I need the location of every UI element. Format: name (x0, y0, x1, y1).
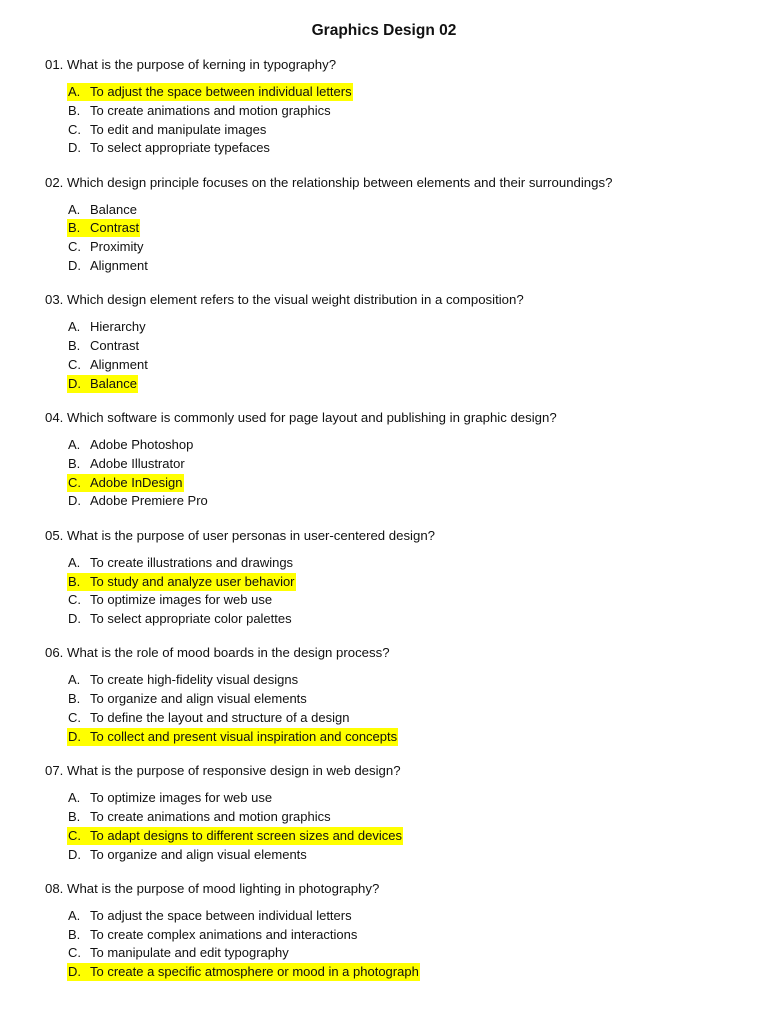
option-content (67, 591, 273, 609)
answer-option (67, 827, 768, 846)
option-letter: B. (68, 808, 81, 824)
answer-option (67, 436, 768, 455)
answer-option (67, 690, 768, 709)
option-content (67, 690, 308, 708)
option-content (67, 554, 294, 572)
option-text: Contrast (90, 338, 140, 354)
answer-option (67, 492, 768, 511)
option-list (45, 789, 768, 864)
option-letter: B. (68, 220, 81, 236)
answer-option (67, 356, 768, 375)
highlighted-correct-answer (67, 728, 398, 746)
option-letter: A. (68, 84, 81, 99)
option-content (67, 907, 353, 925)
answer-option (67, 375, 768, 394)
answer-option (67, 808, 768, 827)
option-letter: B. (68, 455, 81, 471)
answer-option (67, 926, 768, 945)
option-text: To edit and manipulate images (90, 121, 267, 137)
option-content (67, 318, 147, 336)
option-letter: C. (68, 356, 81, 372)
option-letter: B. (68, 691, 81, 707)
highlighted-correct-answer (67, 963, 420, 981)
option-text: To optimize images for web use (90, 592, 273, 608)
question-text: 02. Which design principle focuses on the relationship between elements and their surroundings? (45, 174, 613, 190)
document-title: Graphics Design 02 (311, 22, 457, 39)
highlighted-correct-answer (67, 375, 138, 393)
option-text: To organize and align visual elements (90, 846, 307, 862)
option-letter: C. (68, 592, 81, 608)
question-text: 05. What is the purpose of user personas in user-centered design? (45, 527, 435, 543)
option-letter: A. (68, 907, 81, 923)
answer-option (67, 728, 768, 747)
option-text: To create animations and motion graphics (90, 102, 331, 118)
option-content (67, 492, 209, 510)
option-text: Balance (90, 201, 137, 217)
option-text: Balance (90, 375, 137, 391)
question-text: 06. What is the role of mood boards in the design process? (45, 645, 390, 661)
option-text: Adobe Photoshop (90, 437, 194, 453)
question-text: 03. Which design element refers to the visual weight distribution in a composition? (45, 292, 524, 308)
highlighted-correct-answer (67, 573, 296, 591)
highlighted-correct-answer (67, 83, 353, 101)
option-letter: A. (68, 201, 81, 217)
answer-option (67, 238, 768, 257)
option-letter: C. (68, 121, 81, 137)
question-list (45, 56, 768, 982)
option-list (45, 201, 768, 276)
option-letter: A. (68, 672, 81, 688)
question-block (45, 56, 768, 158)
question-block (45, 762, 768, 864)
option-letter: D. (68, 493, 81, 509)
answer-option (67, 83, 768, 102)
question-block (45, 174, 768, 276)
option-letter: D. (68, 846, 81, 862)
option-letter: B. (68, 926, 81, 942)
question-block (45, 409, 768, 511)
option-content (67, 610, 293, 628)
answer-option (67, 474, 768, 493)
answer-option (67, 846, 768, 865)
answer-option (67, 257, 768, 276)
question-text: 08. What is the purpose of mood lighting in photography? (45, 880, 380, 896)
answer-option (67, 121, 768, 140)
option-text: To manipulate and edit typography (90, 945, 289, 961)
question-block (45, 527, 768, 629)
option-content (67, 102, 332, 120)
option-content (67, 789, 273, 807)
option-text: Alignment (90, 258, 148, 274)
option-text: To adjust the space between individual letters (90, 907, 352, 923)
option-content (67, 455, 186, 473)
question-block (45, 880, 768, 982)
option-letter: A. (68, 319, 81, 335)
answer-option (67, 102, 768, 121)
option-letter: B. (68, 102, 81, 118)
option-text: Adobe Illustrator (90, 455, 185, 471)
option-text: To adapt designs to different screen sizes and devices (90, 827, 402, 843)
option-text: To create a specific atmosphere or mood in a photograph (90, 964, 419, 980)
question-block (45, 291, 768, 393)
question-text: 04. Which software is commonly used for page layout and publishing in graphic design? (45, 410, 557, 426)
option-content (67, 926, 358, 944)
option-content (67, 709, 350, 727)
option-text: Adobe Premiere Pro (90, 493, 208, 509)
option-text: To create complex animations and interactions (90, 926, 358, 942)
option-content (67, 846, 308, 864)
answer-option (67, 337, 768, 356)
option-letter: A. (68, 437, 81, 453)
option-content (67, 238, 144, 256)
option-text: To study and analyze user behavior (90, 573, 295, 589)
option-content (67, 337, 140, 355)
option-text: Proximity (90, 239, 144, 255)
option-list (45, 436, 768, 511)
option-letter: C. (68, 827, 81, 843)
option-letter: D. (68, 611, 81, 627)
option-content (67, 944, 290, 962)
option-list (45, 554, 768, 629)
option-content (67, 436, 194, 454)
option-list (45, 83, 768, 158)
option-letter: B. (68, 573, 81, 589)
option-letter: D. (68, 140, 81, 156)
option-text: To select appropriate color palettes (90, 611, 292, 627)
answer-option (67, 554, 768, 573)
option-letter: D. (68, 728, 81, 744)
option-content (67, 121, 267, 139)
option-content (67, 257, 149, 275)
answer-option (67, 963, 768, 982)
highlighted-correct-answer (67, 474, 184, 492)
answer-option (67, 318, 768, 337)
option-text: To create high-fidelity visual designs (90, 672, 299, 688)
option-text: Hierarchy (90, 319, 146, 335)
answer-option (67, 573, 768, 592)
answer-option (67, 789, 768, 808)
option-text: To select appropriate typefaces (90, 140, 270, 156)
answer-option (67, 591, 768, 610)
answer-option (67, 201, 768, 220)
option-letter: D. (68, 258, 81, 274)
option-letter: B. (68, 338, 81, 354)
option-content (67, 671, 299, 689)
answer-option (67, 671, 768, 690)
option-letter: A. (68, 554, 81, 570)
option-text: To create animations and motion graphics (90, 808, 331, 824)
answer-option (67, 944, 768, 963)
highlighted-correct-answer (67, 827, 403, 845)
option-content (67, 139, 271, 157)
option-text: To define the layout and structure of a design (90, 710, 350, 726)
answer-option (67, 139, 768, 158)
option-list (45, 318, 768, 393)
option-text: To adjust the space between individual letters (90, 84, 352, 99)
question-text: 07. What is the purpose of responsive design in web design? (45, 763, 401, 779)
option-letter: C. (68, 710, 81, 726)
answer-option (67, 709, 768, 728)
answer-option (67, 219, 768, 238)
option-text: To create illustrations and drawings (90, 554, 294, 570)
option-text: To collect and present visual inspiration and concepts (90, 728, 398, 744)
option-content (67, 201, 138, 219)
option-content (67, 356, 149, 374)
option-text: Alignment (90, 356, 148, 372)
option-content (67, 808, 332, 826)
option-letter: A. (68, 790, 81, 806)
option-letter: C. (68, 239, 81, 255)
highlighted-correct-answer (67, 219, 140, 237)
answer-option (67, 455, 768, 474)
question-block (45, 644, 768, 746)
option-letter: C. (68, 474, 81, 490)
option-letter: D. (68, 964, 81, 980)
option-text: Contrast (90, 220, 140, 236)
option-text: To organize and align visual elements (90, 691, 307, 707)
question-text: 01. What is the purpose of kerning in typography? (45, 57, 337, 72)
option-text: To optimize images for web use (90, 790, 273, 806)
option-letter: C. (68, 945, 81, 961)
option-letter: D. (68, 375, 81, 391)
answer-option (67, 610, 768, 629)
option-list (45, 907, 768, 982)
option-list (45, 671, 768, 746)
answer-option (67, 907, 768, 926)
option-text: Adobe InDesign (90, 474, 183, 490)
